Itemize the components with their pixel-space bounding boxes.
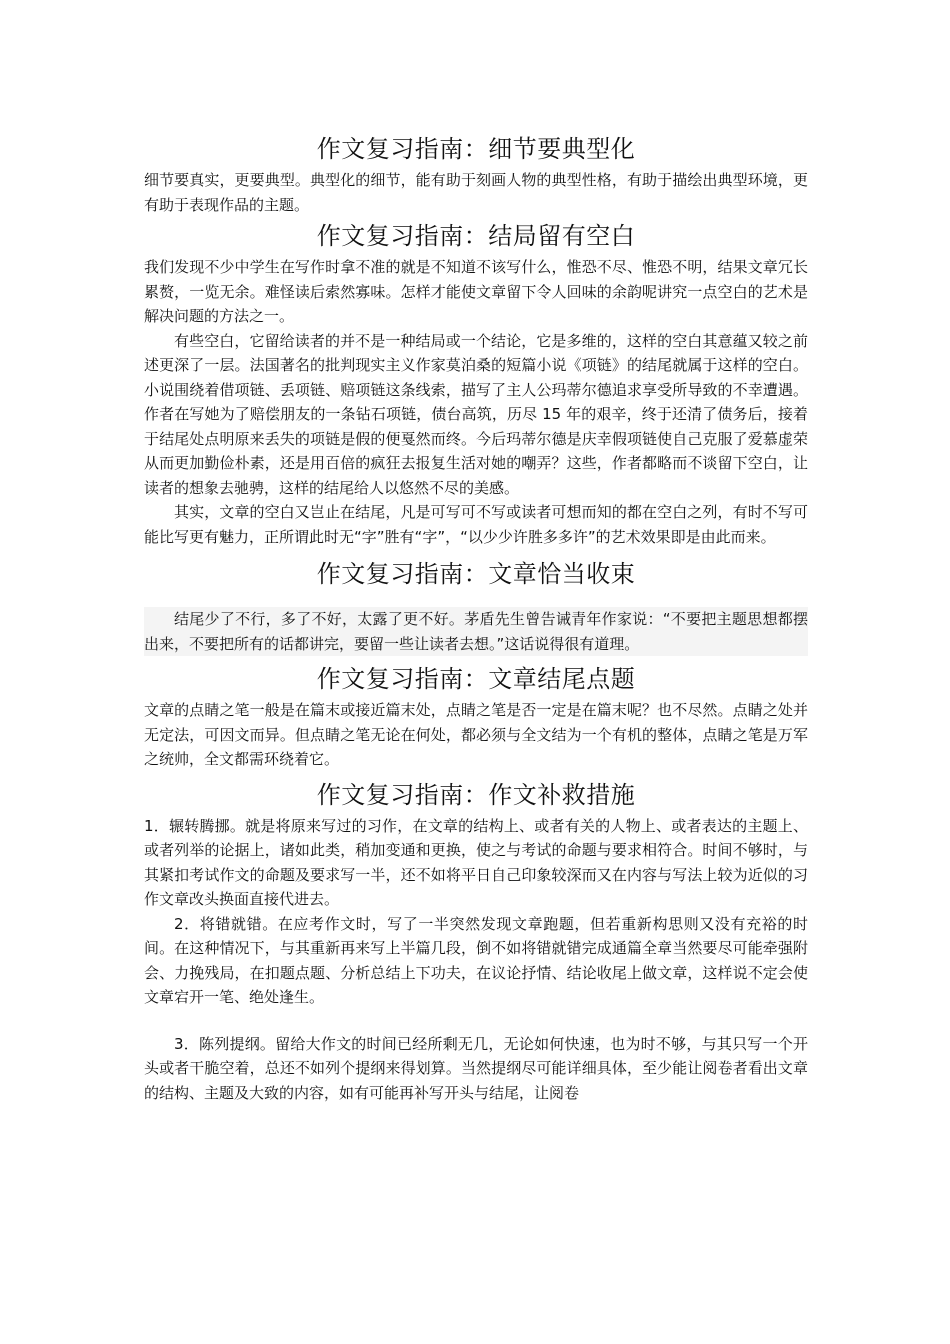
section-title-ending-blank: 作文复习指南：结局留有空白 [316, 222, 636, 250]
blank-line [144, 1010, 808, 1032]
paragraph: 有些空白，它留给读者的并不是一种结局或一个结论，它是多维的，这样的空白其意蕴又较之前述更深了一层。法国著名的批判现实主义作家莫泊桑的短篇小说《项链》的结尾就属于这样的空白。小说围绕着借项链、丢项链、赔项链这条线索，描写了主人公玛蒂尔德追求享受所导致的不幸遭遇。作者在写她为了赔偿朋友的一条钻石项链，债台高筑，历尽 15 年的艰辛，终于还清了债务后，接着于结尾处点明原来丢失的项链是假的便戛然而终。今后玛蒂尔德是庆幸假项链使自己克服了爱慕虚荣从而更加勤俭朴素，还是用百倍的疯狂去报复生活对她的嘲弄？这些，作者都略而不谈留下空白，让读者的想象去驰骋，这样的结尾给人以悠然不尽的美感。 [144, 331, 808, 497]
paragraph: 3．陈列提纲。留给大作文的时间已经所剩无几，无论如何快速，也为时不够，与其只写一个开头或者干脆空着，总还不如列个提纲来得划算。当然提纲尽可能详细具体，至少能让阅卷者看出文章的结构、主题及大致的内容，如有可能再补写开头与结尾，让阅卷 [144, 1034, 808, 1102]
quote-block [144, 607, 808, 656]
section-title-proper-close: 作文复习指南：文章恰当收束 [316, 560, 636, 588]
paragraph: 其实，文章的空白又岂止在结尾，凡是可写可不写或读者可想而知的都在空白之列，有时不写可能比写更有魅力，正所谓此时无“字”胜有“字”，“以少少许胜多多许”的艺术效果即是由此而来。 [144, 503, 808, 546]
paragraph: 我们发现不少中学生在写作时拿不准的就是不知道不该写什么，惟恐不尽、惟恐不明，结果文章冗长累赘，一览无余。难怪读后索然寡味。怎样才能使文章留下令人回味的余韵呢讲究一点空白的艺术是解决问题的方法之一。 [144, 258, 808, 325]
section-title-remedies: 作文复习指南：作文补救措施 [316, 780, 636, 809]
document-page [144, 130, 808, 1105]
paragraph: 1．辗转腾挪。就是将原来写过的习作，在文章的结构上、或者有关的人物上、或者表达的主题上、或者列举的论据上，诸如此类，稍加变通和更换，使之与考试的命题与要求相符合。时间不够时，与其紧扣考试作文的命题及要求写一半，还不如将平日自己印象较深而又在内容与写法上较为近似的习作文章改头换面直接代进去。 [144, 816, 808, 908]
paragraph: 2．将错就错。在应考作文时，写了一半突然发现文章跑题，但若重新构思则又没有充裕的时间。在这种情况下，与其重新再来写上半篇几段，倒不如将错就错完成通篇全章当然要尽可能牵强附会、力挽残局，在扣题点题、分析总结上下功夫，在议论抒情、结论收尾上做文章，这样说不定会使文章宕开一笔、绝处逢生。 [144, 914, 808, 1006]
paragraph: 细节要真实，更要典型。典型化的细节，能有助于刻画人物的典型性格，有助于描绘出典型环境，更有助于表现作品的主题。 [144, 171, 808, 214]
section-title-ending-theme: 作文复习指南：文章结尾点题 [316, 665, 636, 693]
paragraph: 文章的点睛之笔一般是在篇末或接近篇末处，点睛之笔是否一定是在篇末呢？也不尽然。点睛之处并无定法，可因文而异。但点睛之笔无论在何处，都必须与全文结为一个有机的整体，点睛之笔是万军之统帅，全文都需环绕着它。 [144, 701, 808, 768]
section-title-details: 作文复习指南：细节要典型化 [316, 135, 636, 163]
paragraph: 结尾少了不行，多了不好，太露了更不好。茅盾先生曾告诫青年作家说：“不要把主题思想都摆出来，不要把所有的话都讲完，要留一些让读者去想。”这话说得很有道理。 [144, 610, 808, 653]
